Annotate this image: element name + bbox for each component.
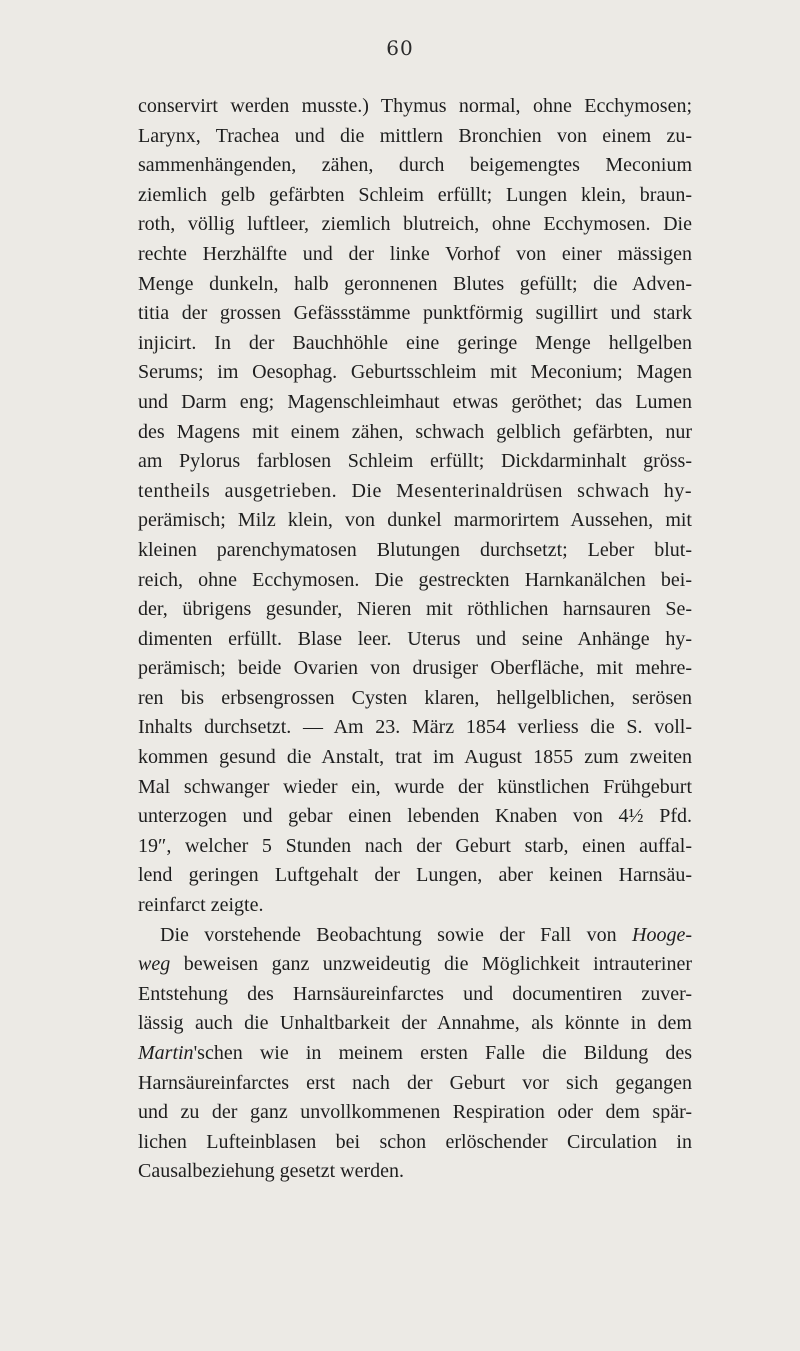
text-line — [138, 921, 692, 951]
body-text — [138, 92, 692, 1187]
text-line: am Pylorus farblosen Schleim erfüllt; Dickdarminhalt gröss- — [138, 450, 692, 473]
text-line — [138, 950, 692, 980]
text-line: und zu der ganz unvollkommenen Respiration oder dem spär- — [138, 1101, 692, 1124]
text-line: der, übrigens gesunder, Nieren mit röthlichen harnsauren Se- — [138, 598, 692, 621]
text-line: 19″, welcher 5 Stunden nach der Geburt starb, einen auffal- — [138, 834, 692, 857]
text-span: 'schen wie in meinem ersten Falle die Bildung des — [193, 1042, 692, 1064]
text-line: sammenhängenden, zähen, durch beigemengtes Meconium — [138, 154, 692, 177]
paragraph-2 — [138, 921, 692, 1187]
text-line: lend geringen Luftgehalt der Lungen, aber keinen Harnsäu- — [138, 864, 692, 887]
text-line: tentheils ausgetrieben. Die Mesenterinaldrüsen schwach hy- — [138, 479, 692, 502]
text-line: ziemlich gelb gefärbten Schleim erfüllt; Lungen klein, braun- — [138, 183, 692, 206]
text-line: lässig auch die Unhaltbarkeit der Annahme, als könnte in dem — [138, 1012, 692, 1035]
text-line: kommen gesund die Anstalt, trat im August 1855 zum zweiten — [138, 746, 692, 769]
text-line: Entstehung des Harnsäureinfarctes und documentiren zuver- — [138, 982, 692, 1005]
text-line: injicirt. In der Bauchhöhle eine geringe Menge hellgelben — [138, 331, 692, 354]
text-line: rechte Herzhälfte und der linke Vorhof von einer mässigen — [138, 242, 692, 265]
author-name: Martin — [138, 1042, 194, 1064]
text-line: Larynx, Trachea und die mittlern Bronchien von einem zu- — [138, 124, 692, 147]
text-line: Menge dunkeln, halb geronnenen Blutes gefüllt; die Adven- — [138, 272, 692, 295]
text-line: kleinen parenchymatosen Blutungen durchsetzt; Leber blut- — [138, 538, 692, 561]
text-line: dimenten erfüllt. Blase leer. Uterus und seine Anhänge hy- — [138, 627, 692, 650]
text-line: und Darm eng; Magenschleimhaut etwas geröthet; das Lumen — [138, 390, 692, 413]
text-line: titia der grossen Gefässstämme punktförmig sugillirt und stark — [138, 302, 692, 325]
text-line: Mal schwanger wieder ein, wurde der künstlichen Frühgeburt — [138, 775, 692, 798]
text-line — [138, 1039, 692, 1069]
text-line: ren bis erbsengrossen Cysten klaren, hellgelblichen, serösen — [138, 686, 692, 709]
page-number: 60 — [386, 36, 414, 60]
author-name: weg — [138, 953, 171, 976]
text-line: roth, völlig luftleer, ziemlich blutreich, ohne Ecchymosen. Die — [138, 213, 692, 236]
text-line: unterzogen und gebar einen lebenden Knaben von 4½ Pfd. — [138, 805, 692, 828]
text-line: lichen Lufteinblasen bei schon erlöschender Circulation in — [138, 1130, 692, 1153]
text-line: perämisch; beide Ovarien von drusiger Oberfläche, mit mehre- — [138, 657, 692, 680]
author-name: Hooge- — [632, 923, 692, 946]
text-line: perämisch; Milz klein, von dunkel marmorirtem Aussehen, mit — [138, 509, 692, 532]
text-line: conservirt werden musste.) Thymus normal, ohne Ecchymosen; — [138, 95, 692, 117]
text-line: reinfarct zeigte. — [138, 894, 264, 917]
text-span: beweisen ganz unzweideutig die Möglichkeit intrauteriner — [170, 953, 692, 976]
text-span: Die vorstehende Beobachtung sowie der Fall von — [160, 923, 633, 946]
text-line: des Magens mit einem zähen, schwach gelblich gefärbten, nur — [138, 420, 692, 443]
text-line: reich, ohne Ecchymosen. Die gestreckten Harnkanälchen bei- — [138, 568, 692, 591]
text-line: Inhalts durchsetzt. — Am 23. März 1854 verliess die S. voll- — [138, 716, 692, 739]
paragraph-1 — [138, 92, 692, 921]
text-line: Serums; im Oesophag. Geburtsschleim mit Meconium; Magen — [138, 361, 692, 384]
text-line: Harnsäureinfarctes erst nach der Geburt vor sich gegangen — [138, 1071, 692, 1094]
text-line: Causalbeziehung gesetzt werden. — [138, 1160, 405, 1183]
